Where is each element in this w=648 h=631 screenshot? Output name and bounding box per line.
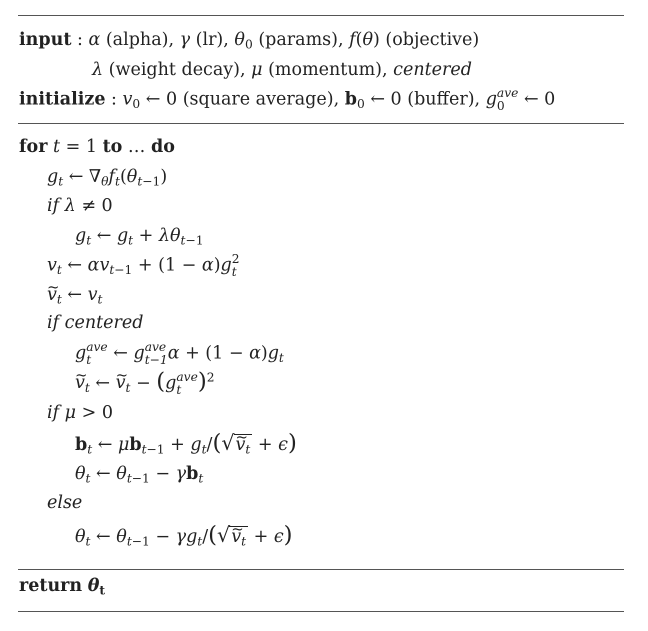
to-keyword: to — [102, 137, 123, 157]
if-keyword: if — [47, 403, 60, 423]
lr-label: (lr) — [195, 30, 224, 50]
do-keyword: do — [150, 137, 175, 157]
buffer-label: (buffer) — [407, 89, 475, 110]
buffer-update-line: $b_t$ ← $\mu b_{t-1}$ + $g_t/(√\sim$ $v_t + \epsilon$) — [75, 431, 297, 457]
centered-label: centered — [393, 60, 472, 80]
else-keyword: else — [47, 493, 83, 513]
if-centered-line — [47, 311, 143, 335]
return-line: return $\theta_t$ — [19, 576, 106, 598]
param-update-line: $\theta_t$ ← $\theta_{t-1}$ − $\gamma g_t/(√\sim$ $v_t + \epsilon$) — [75, 523, 293, 549]
param-momentum-update-line: $\theta_t$ ← $\theta_{t-1} - \gamma b_t$ — [75, 464, 204, 486]
weight-decay-update-line: $g_t$ ← $g_t + \lambda\theta_{t-1}$ — [75, 226, 204, 248]
if-keyword: if — [47, 196, 60, 216]
initialize-line: initialize : $v_0$ ← 0 (square average), $b_0$ ← 0 (buffer), g ave 0 ← 0 — [19, 86, 556, 113]
weight-decay-label: (weight decay) — [108, 60, 241, 80]
if-keyword: if — [47, 313, 60, 333]
alpha-label: (alpha) — [105, 30, 169, 50]
for-keyword: for — [19, 137, 48, 157]
input-line-2: λ (weight decay), μ (momentum), centered — [92, 60, 472, 80]
for-line: for t = 1 to … do — [19, 137, 175, 157]
if-weight-decay-line: if λ ≠ 0 — [47, 196, 113, 216]
loop-start: 1 — [85, 137, 97, 157]
else-line — [47, 491, 82, 515]
mid-rule — [18, 123, 624, 124]
top-rule — [18, 15, 624, 16]
initialize-keyword: initialize — [19, 89, 106, 110]
if-momentum-line: if μ > 0 — [47, 403, 113, 423]
params-label: (params) — [258, 30, 338, 50]
input-keyword: input — [19, 30, 72, 50]
square-average-label: (square average) — [182, 89, 334, 110]
bottom-rule — [18, 611, 624, 612]
return-keyword: return — [19, 576, 83, 596]
vtilde-assign-line: ~ $v_t$ ← $v_t$ — [47, 283, 102, 307]
gave-update-line: g ave t ← g ave t−1 $\alpha + (1 - \alpha)g_t$ — [75, 340, 284, 367]
gradient-line: $g_t$ ← $\nabla_\theta f_t(\theta_{t-1})$ — [47, 167, 168, 189]
objective-label: (objective) — [385, 30, 480, 50]
centered-keyword: centered — [64, 313, 144, 333]
vtilde-centered-line: ~ $v_t$ ← ~ $v_t - (g$ ave t )$^2$ — [75, 371, 215, 397]
loop-ellipsis: … — [127, 137, 146, 157]
lower-rule — [18, 569, 624, 570]
momentum-label: (momentum) — [268, 60, 383, 80]
square-average-update-line: $v_t$ ← $\alpha v_{t-1} + (1 - \alpha)g$ 2 t — [47, 252, 240, 279]
input-line: input : α (alpha), γ (lr), $\theta_0$ (params), f(θ) (objective) — [19, 30, 480, 52]
